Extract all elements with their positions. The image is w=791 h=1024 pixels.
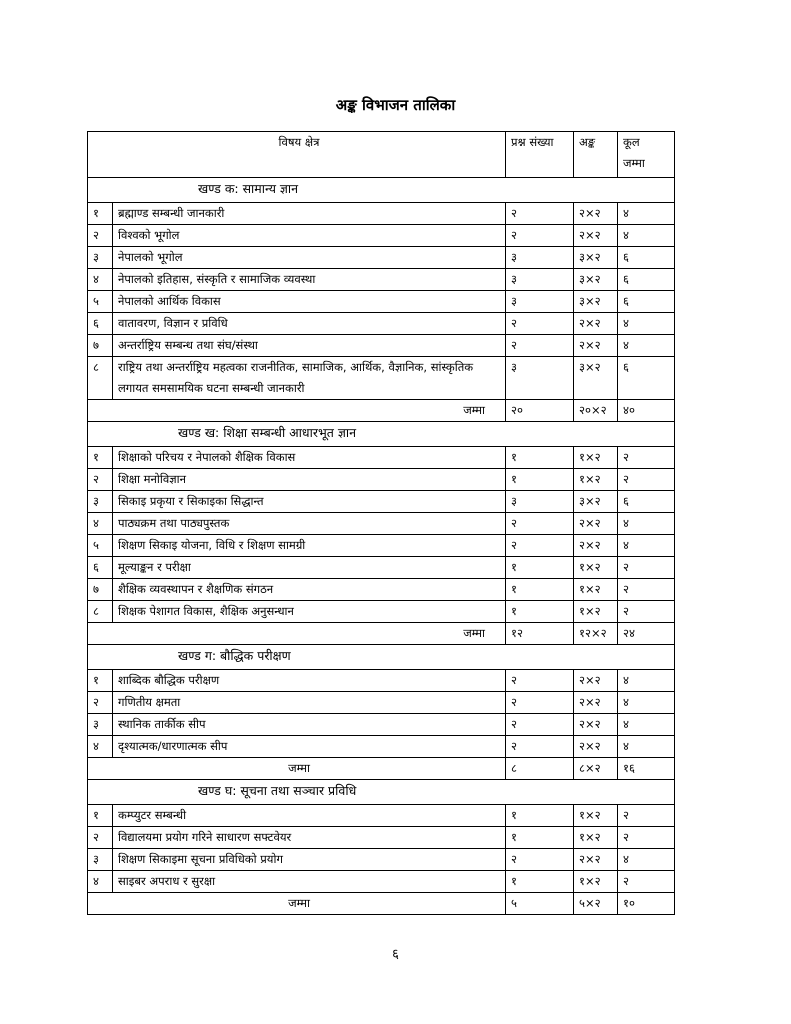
row-marks: २×२ bbox=[574, 849, 618, 871]
table-row bbox=[88, 579, 675, 601]
row-questions: ३ bbox=[506, 269, 574, 291]
row-marks: ३×२ bbox=[574, 357, 618, 400]
row-questions: १ bbox=[506, 827, 574, 849]
header-total: कूल जम्मा bbox=[618, 132, 675, 178]
row-sn: ७ bbox=[88, 579, 113, 601]
row-sn: ४ bbox=[88, 871, 113, 893]
row-marks: ३×२ bbox=[574, 291, 618, 313]
row-total: ४ bbox=[618, 670, 675, 692]
row-topic: मूल्याङ्कन र परीक्षा bbox=[113, 557, 506, 579]
row-topic: विद्यालयमा प्रयोग गरिने साधारण सफ्टवेयर bbox=[113, 827, 506, 849]
row-topic: शिक्षक पेशागत विकास, शैक्षिक अनुसन्धान bbox=[113, 601, 506, 623]
table-row bbox=[88, 313, 675, 335]
row-questions: १ bbox=[506, 557, 574, 579]
section-title: खण्ड ख: शिक्षा सम्बन्धी आधारभूत ज्ञान bbox=[88, 422, 675, 447]
row-questions: ३ bbox=[506, 247, 574, 269]
row-questions: २ bbox=[506, 225, 574, 247]
row-questions: २ bbox=[506, 203, 574, 225]
row-marks: १×२ bbox=[574, 579, 618, 601]
table-row bbox=[88, 601, 675, 623]
table-row bbox=[88, 247, 675, 269]
table-row bbox=[88, 203, 675, 225]
total-label: जम्मा bbox=[88, 758, 506, 780]
total-label: जम्मा bbox=[88, 400, 506, 422]
row-total: ६ bbox=[618, 269, 675, 291]
total-marks: ८×२ bbox=[574, 758, 618, 780]
total-sum: ४० bbox=[618, 400, 675, 422]
row-marks: २×२ bbox=[574, 692, 618, 714]
row-marks: १×२ bbox=[574, 827, 618, 849]
table-row bbox=[88, 535, 675, 557]
row-questions: १ bbox=[506, 447, 574, 469]
total-label: जम्मा bbox=[88, 893, 506, 915]
section-b-total-row bbox=[88, 623, 675, 645]
table-row bbox=[88, 557, 675, 579]
row-questions: २ bbox=[506, 670, 574, 692]
row-topic: गणितीय क्षमता bbox=[113, 692, 506, 714]
row-total: ४ bbox=[618, 736, 675, 758]
row-marks: १×२ bbox=[574, 469, 618, 491]
row-marks: २×२ bbox=[574, 535, 618, 557]
row-questions: २ bbox=[506, 535, 574, 557]
row-marks: २×२ bbox=[574, 313, 618, 335]
table-row bbox=[88, 447, 675, 469]
row-total: २ bbox=[618, 579, 675, 601]
section-title: खण्ड क: सामान्य ज्ञान bbox=[88, 178, 675, 203]
row-questions: २ bbox=[506, 313, 574, 335]
row-topic: साइबर अपराध र सुरक्षा bbox=[113, 871, 506, 893]
row-sn: ६ bbox=[88, 313, 113, 335]
table-row bbox=[88, 736, 675, 758]
row-topic: पाठ्यक्रम तथा पाठ्यपुस्तक bbox=[113, 513, 506, 535]
row-questions: २ bbox=[506, 513, 574, 535]
page-number: ६ bbox=[392, 947, 399, 962]
row-sn: २ bbox=[88, 469, 113, 491]
row-marks: २×२ bbox=[574, 736, 618, 758]
total-label: जम्मा bbox=[88, 623, 506, 645]
row-topic: शाब्दिक बौद्धिक परीक्षण bbox=[113, 670, 506, 692]
row-questions: १ bbox=[506, 871, 574, 893]
table-row bbox=[88, 871, 675, 893]
row-questions: १ bbox=[506, 601, 574, 623]
row-total: ४ bbox=[618, 692, 675, 714]
row-questions: ३ bbox=[506, 357, 574, 400]
row-topic: नेपालको इतिहास, संस्कृति र सामाजिक व्यवस्था bbox=[113, 269, 506, 291]
row-marks: २×२ bbox=[574, 335, 618, 357]
row-topic: सिकाइ प्रकृया र सिकाइका सिद्धान्त bbox=[113, 491, 506, 513]
row-total: २ bbox=[618, 871, 675, 893]
row-sn: ३ bbox=[88, 247, 113, 269]
row-sn: ८ bbox=[88, 601, 113, 623]
row-topic: कम्प्युटर सम्बन्धी bbox=[113, 805, 506, 827]
row-total: ४ bbox=[618, 714, 675, 736]
table-row bbox=[88, 225, 675, 247]
row-marks: १×२ bbox=[574, 447, 618, 469]
table-row bbox=[88, 805, 675, 827]
row-sn: ३ bbox=[88, 714, 113, 736]
section-c-total-row bbox=[88, 758, 675, 780]
row-questions: २ bbox=[506, 692, 574, 714]
total-questions: ५ bbox=[506, 893, 574, 915]
row-questions: १ bbox=[506, 579, 574, 601]
table-row bbox=[88, 491, 675, 513]
table-row bbox=[88, 469, 675, 491]
row-total: ४ bbox=[618, 225, 675, 247]
row-sn: २ bbox=[88, 225, 113, 247]
row-total: ४ bbox=[618, 335, 675, 357]
section-d-total-row bbox=[88, 893, 675, 915]
row-total: ४ bbox=[618, 313, 675, 335]
row-total: २ bbox=[618, 805, 675, 827]
row-questions: २ bbox=[506, 335, 574, 357]
row-topic: शिक्षण सिकाइ योजना, विधि र शिक्षण सामग्री bbox=[113, 535, 506, 557]
row-total: ६ bbox=[618, 247, 675, 269]
row-total: ६ bbox=[618, 291, 675, 313]
row-sn: १ bbox=[88, 203, 113, 225]
row-marks: २×२ bbox=[574, 225, 618, 247]
row-sn: १ bbox=[88, 447, 113, 469]
row-questions: २ bbox=[506, 736, 574, 758]
header-questions: प्रश्न संख्या bbox=[506, 132, 574, 178]
section-a-header bbox=[88, 178, 675, 203]
row-marks: ३×२ bbox=[574, 491, 618, 513]
row-marks: २×२ bbox=[574, 714, 618, 736]
table-row bbox=[88, 692, 675, 714]
row-topic: अन्तर्राष्ट्रिय सम्बन्ध तथा संघ/संस्था bbox=[113, 335, 506, 357]
total-sum: १० bbox=[618, 893, 675, 915]
section-c-header bbox=[88, 645, 675, 670]
total-questions: १२ bbox=[506, 623, 574, 645]
row-total: ६ bbox=[618, 357, 675, 400]
row-marks: २×२ bbox=[574, 203, 618, 225]
row-marks: २×२ bbox=[574, 670, 618, 692]
row-topic: शिक्षण सिकाइमा सूचना प्रविधिको प्रयोग bbox=[113, 849, 506, 871]
row-marks: ३×२ bbox=[574, 247, 618, 269]
row-sn: २ bbox=[88, 692, 113, 714]
row-sn: ५ bbox=[88, 291, 113, 313]
table-row bbox=[88, 849, 675, 871]
row-total: ६ bbox=[618, 491, 675, 513]
row-sn: ८ bbox=[88, 357, 113, 400]
row-topic: विश्वको भूगोल bbox=[113, 225, 506, 247]
row-topic: स्थानिक तार्कीक सीप bbox=[113, 714, 506, 736]
row-sn: १ bbox=[88, 670, 113, 692]
row-total: ४ bbox=[618, 535, 675, 557]
row-questions: १ bbox=[506, 805, 574, 827]
row-topic: वातावरण, विज्ञान र प्रविधि bbox=[113, 313, 506, 335]
row-total: ४ bbox=[618, 203, 675, 225]
table-header-row bbox=[88, 132, 675, 178]
row-questions: ३ bbox=[506, 491, 574, 513]
row-topic: नेपालको आर्थिक विकास bbox=[113, 291, 506, 313]
table-row bbox=[88, 357, 675, 400]
row-sn: ७ bbox=[88, 335, 113, 357]
header-marks: अङ्क bbox=[574, 132, 618, 178]
row-questions: २ bbox=[506, 714, 574, 736]
total-marks: ५×२ bbox=[574, 893, 618, 915]
table-row bbox=[88, 291, 675, 313]
row-sn: ६ bbox=[88, 557, 113, 579]
row-topic: नेपालको भूगोल bbox=[113, 247, 506, 269]
row-marks: १×२ bbox=[574, 601, 618, 623]
row-marks: २×२ bbox=[574, 513, 618, 535]
row-sn: २ bbox=[88, 827, 113, 849]
row-topic: शिक्षा मनोविज्ञान bbox=[113, 469, 506, 491]
table-row bbox=[88, 714, 675, 736]
table-row bbox=[88, 827, 675, 849]
marks-distribution-table bbox=[87, 131, 675, 915]
row-topic: दृश्यात्मक/धारणात्मक सीप bbox=[113, 736, 506, 758]
row-sn: ३ bbox=[88, 849, 113, 871]
section-b-header bbox=[88, 422, 675, 447]
row-total: २ bbox=[618, 469, 675, 491]
row-topic: राष्ट्रिय तथा अन्तर्राष्ट्रिय महत्वका राजनीतिक, सामाजिक, आर्थिक, वैज्ञानिक, सांस्कृतिक लगायत समसामयिक घटना सम्बन्धी जानकारी bbox=[113, 357, 506, 400]
row-marks: ३×२ bbox=[574, 269, 618, 291]
section-d-header bbox=[88, 780, 675, 805]
total-marks: २०×२ bbox=[574, 400, 618, 422]
total-marks: १२×२ bbox=[574, 623, 618, 645]
row-sn: ४ bbox=[88, 736, 113, 758]
table-row bbox=[88, 269, 675, 291]
row-sn: १ bbox=[88, 805, 113, 827]
row-marks: १×२ bbox=[574, 805, 618, 827]
row-marks: १×२ bbox=[574, 557, 618, 579]
row-sn: ३ bbox=[88, 491, 113, 513]
section-title: खण्ड घ: सूचना तथा सञ्चार प्रविधि bbox=[88, 780, 675, 805]
total-sum: २४ bbox=[618, 623, 675, 645]
total-sum: १६ bbox=[618, 758, 675, 780]
table-row bbox=[88, 335, 675, 357]
row-topic: ब्रह्माण्ड सम्बन्धी जानकारी bbox=[113, 203, 506, 225]
row-total: २ bbox=[618, 447, 675, 469]
row-sn: ५ bbox=[88, 535, 113, 557]
row-sn: ४ bbox=[88, 269, 113, 291]
row-total: २ bbox=[618, 827, 675, 849]
section-a-total-row bbox=[88, 400, 675, 422]
table-row bbox=[88, 670, 675, 692]
total-questions: ८ bbox=[506, 758, 574, 780]
row-questions: २ bbox=[506, 849, 574, 871]
row-total: ४ bbox=[618, 513, 675, 535]
row-marks: १×२ bbox=[574, 871, 618, 893]
header-subject: विषय क्षेत्र bbox=[88, 132, 506, 178]
table-row bbox=[88, 513, 675, 535]
row-topic: शिक्षाको परिचय र नेपालको शैक्षिक विकास bbox=[113, 447, 506, 469]
page-title: अङ्क विभाजन तालिका bbox=[335, 96, 456, 114]
row-total: २ bbox=[618, 557, 675, 579]
row-questions: ३ bbox=[506, 291, 574, 313]
total-questions: २० bbox=[506, 400, 574, 422]
row-topic: शैक्षिक व्यवस्थापन र शैक्षणिक संगठन bbox=[113, 579, 506, 601]
section-title: खण्ड ग: बौद्धिक परीक्षण bbox=[88, 645, 675, 670]
row-total: २ bbox=[618, 601, 675, 623]
row-sn: ४ bbox=[88, 513, 113, 535]
row-total: ४ bbox=[618, 849, 675, 871]
row-questions: १ bbox=[506, 469, 574, 491]
